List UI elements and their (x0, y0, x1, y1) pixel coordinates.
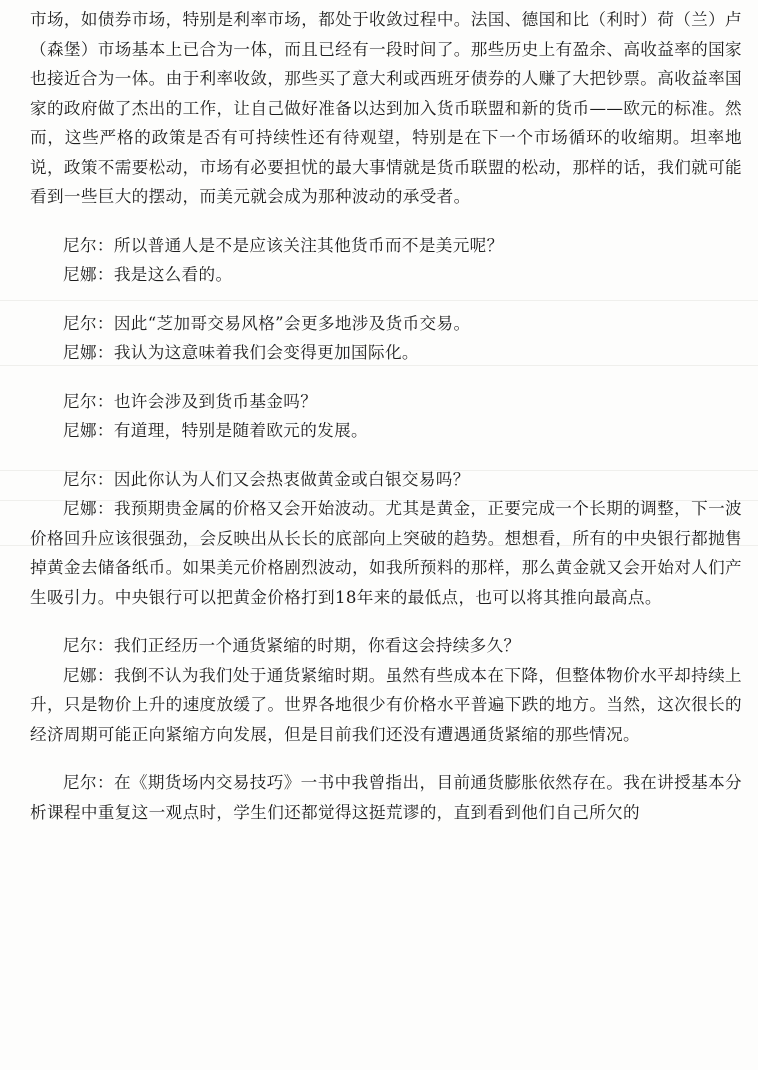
dialog-exchange (30, 309, 742, 368)
dialog-exchange (30, 231, 742, 290)
dialog-line (30, 387, 742, 417)
dialog-exchange (30, 631, 742, 749)
dialog-exchange (30, 465, 742, 613)
dialog-line (30, 631, 742, 661)
dialog-text: 我认为这意味着我们会变得更加国际化。 (113, 343, 419, 362)
dialog-text: 也许会涉及到货币基金吗？ (113, 391, 318, 411)
speaker-label: 尼尔： (63, 235, 114, 255)
speaker-label: 尼尔： (63, 391, 114, 411)
dialog-line (30, 768, 742, 827)
dialog-line (30, 494, 742, 612)
dialog-text: 因此你认为人们又会热衷做黄金或白银交易吗？ (113, 469, 470, 489)
speaker-label: 尼娜： (63, 343, 114, 362)
dialog-line (30, 309, 742, 339)
dialog-text: 所以普通人是不是应该关注其他货币而不是美元呢？ (113, 235, 504, 255)
dialog-exchange (30, 387, 742, 446)
speaker-label: 尼尔： (63, 636, 114, 655)
dialog-line (30, 231, 742, 261)
speaker-label: 尼娜： (63, 499, 114, 518)
speaker-label: 尼娜： (63, 665, 114, 685)
speaker-label: 尼娜： (63, 421, 114, 440)
speaker-label: 尼尔： (63, 469, 114, 489)
dialog-line (30, 661, 742, 750)
dialog-line (30, 338, 742, 368)
dialog-exchange (30, 768, 742, 827)
speaker-label: 尼尔： (63, 773, 114, 792)
dialog-line (30, 465, 742, 495)
dialog-text: 在《期货场内交易技巧》一书中我曾指出，目前通货膨胀依然存在。我在讲授基本分析课程中重复这一观点时，学生们还都觉得这挺荒谬的，直到看到他们自己所欠的 (30, 773, 742, 822)
dialog-text: 有道理，特别是随着欧元的发展。 (113, 421, 368, 440)
dialog-line (30, 416, 742, 446)
intro-paragraph: 市场，如债券市场，特别是利率市场，都处于收敛过程中。法国、德国和比（利时）荷（兰）卢（森堡）市场基本上已合为一体，而且已经有一段时间了。那些历史上有盈余、高收益率的国家也接近合为一体。由于利率收敛，那些买了意大利或西班牙债券的人赚了大把钞票。高收益率国家的政府做了杰出的工作，让自己做好准备以达到加入货币联盟和新的货币——欧元的标准。然而，这些严格的政策是否有可持续性还有待观望，特别是在下一个市场循环的收缩期。坦率地说，政策不需要松动，市场有必要担忧的最大事情就是货币联盟的松动，那样的话，我们就可能看到一些巨大的摆动，而美元就会成为那种波动的承受者。 (30, 10, 742, 206)
dialog-text: 因此“芝加哥交易风格”会更多地涉及货币交易。 (113, 313, 471, 333)
dialog-text: 我预期贵金属的价格又会开始波动。尤其是黄金，正要完成一个长期的调整，下一波价格回升应该很强劲，会反映出从长长的底部向上突破的趋势。想想看，所有的中央银行都抛售掉黄金去储备纸币。如果美元价格剧烈波动，如我所预料的那样，那么黄金就又会开始对人们产生吸引力。中央银行可以把黄金价格打到18年来的最低点，也可以将其推向最高点。 (30, 499, 742, 607)
speaker-label: 尼娜： (63, 265, 114, 284)
dialog-text: 我是这么看的。 (113, 265, 233, 284)
dialog-text: 我们正经历一个通货紧缩的时期，你看这会持续多久？ (113, 636, 521, 655)
page-body (30, 0, 742, 827)
dialog-line (30, 260, 742, 290)
speaker-label: 尼尔： (63, 313, 114, 333)
dialog-text: 我倒不认为我们处于通货紧缩时期。虽然有些成本在下降，但整体物价水平却持续上升，只是物价上升的速度放缓了。世界各地很少有价格水平普遍下跌的地方。当然，这次很长的经济周期可能正向紧缩方向发展，但是目前我们还没有遭遇通货紧缩的那些情况。 (30, 665, 742, 744)
